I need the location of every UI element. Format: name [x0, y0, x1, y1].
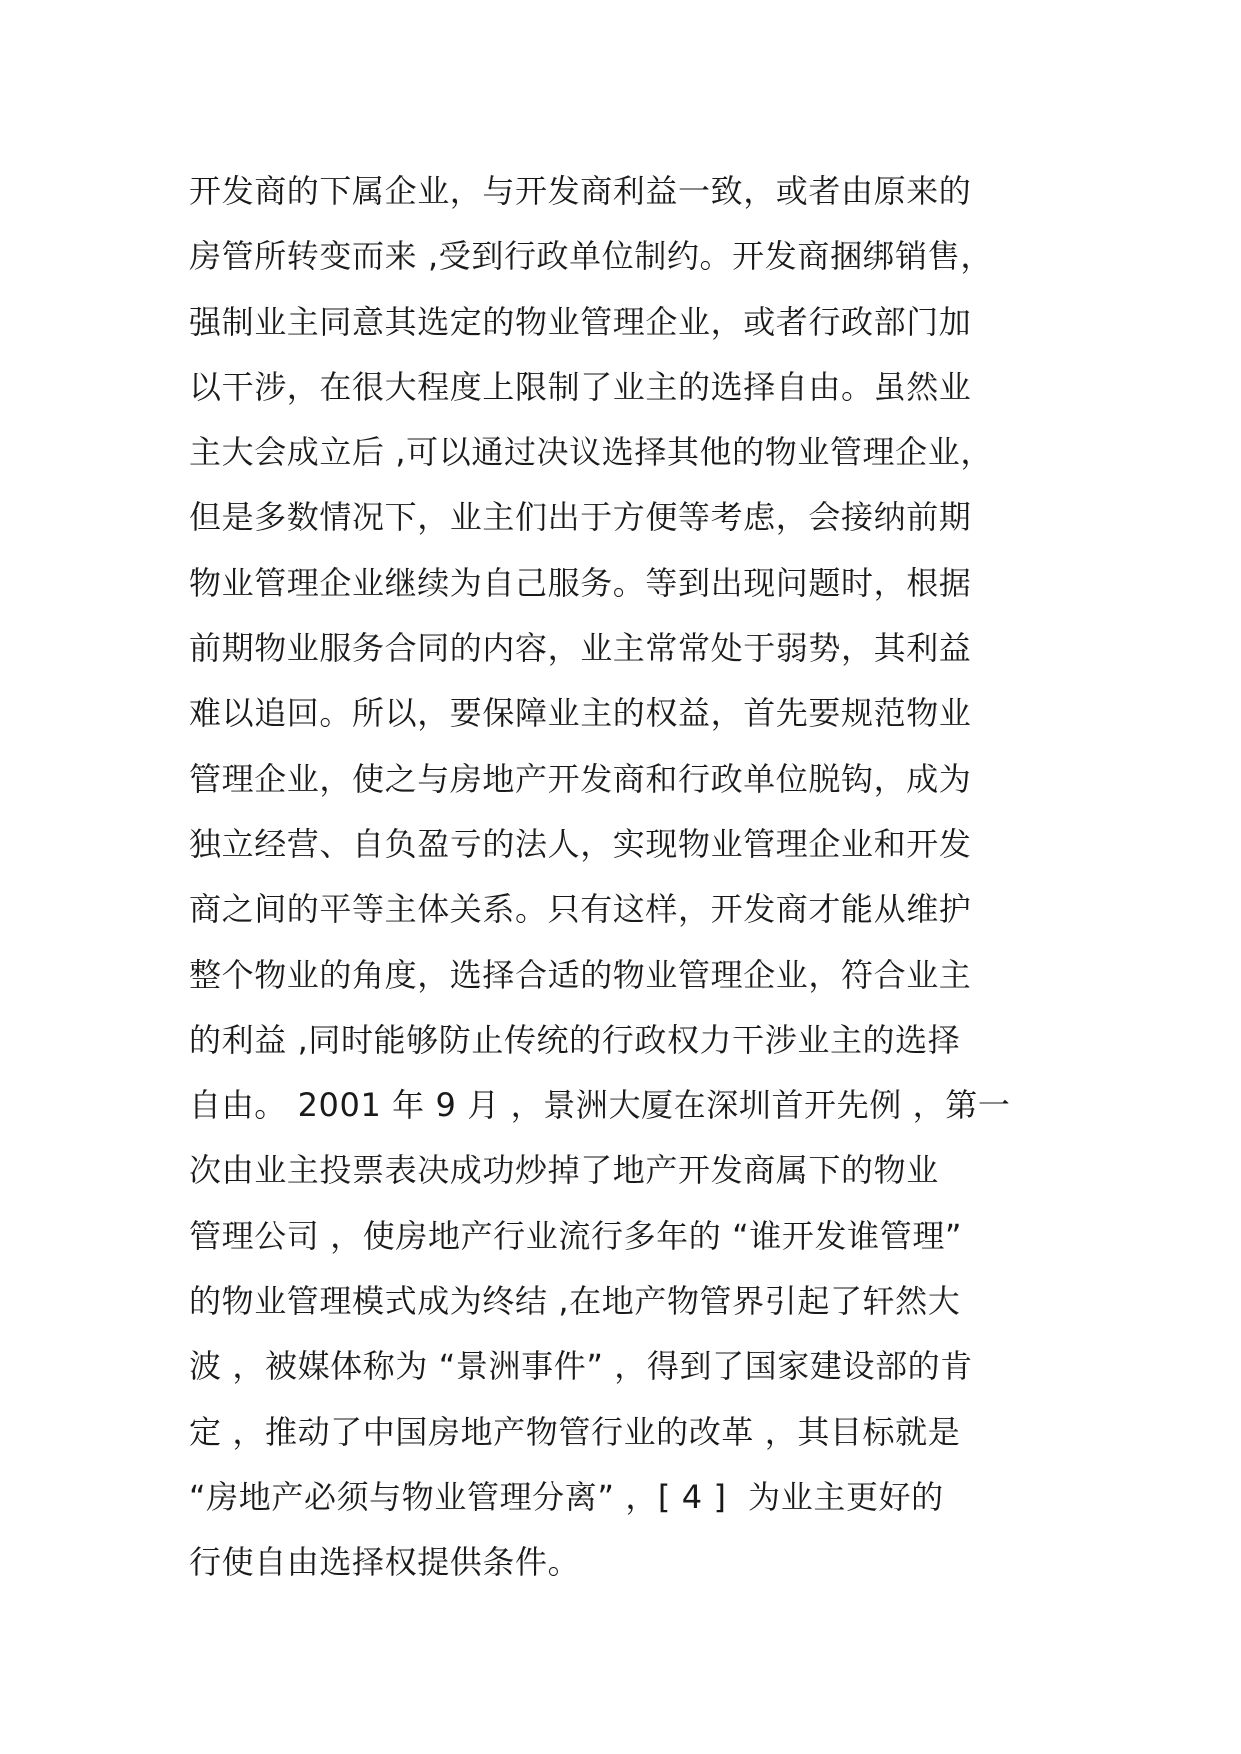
text-line-21: “房地产必须与物业管理分离” ，[ 4 ] 为业主更好的 [189, 1477, 944, 1516]
text-line-17: 管理公司 ，使房地产行业流行多年的 “谁开发谁管理” [189, 1216, 963, 1255]
text-line-1: 开发商的下属企业，与开发商利益一致，或者由原来的 [189, 172, 972, 210]
text-line-16: 次由业主投票表决成功炒掉了地产开发商属下的物业 [189, 1151, 939, 1190]
text-line-13: 整个物业的角度，选择合适的物业管理企业，符合业主 [189, 955, 972, 994]
text-line-12: 商之间的平等主体关系。只有这样，开发商才能从维护 [189, 890, 972, 929]
text-line-11: 独立经营、自负盈亏的法人，实现物业管理企业和开发 [189, 824, 972, 863]
text-line-18: 的物业管理模式成为终结 ,在地产物管界引起了轩然大 [189, 1282, 961, 1321]
text-line-14: 的利益 ,同时能够防止传统的行政权力干涉业主的选择 [189, 1020, 961, 1059]
text-line-10: 管理企业，使之与房地产开发商和行政单位脱钩，成为 [189, 759, 972, 798]
text-line-19: 波 ，被媒体称为 “景洲事件” ，得到了国家建设部的肯 [189, 1347, 973, 1386]
text-line-9: 难以追回。所以，要保障业主的权益，首先要规范物业 [189, 694, 972, 733]
text-line-20: 定 ，推动了中国房地产物管行业的改革 ，其目标就是 [189, 1412, 961, 1451]
text-line-3: 强制业主同意其选定的物业管理企业，或者行政部门加 [189, 302, 972, 341]
text-line-22: 行使自由选择权提供条件。 [189, 1543, 581, 1582]
text-line-2: 房管所转变而来 ,受到行政单位制约。开发商捆绑销售， [189, 237, 993, 276]
text-line-5: 主大会成立后 ,可以通过决议选择其他的物业管理企业， [189, 433, 993, 472]
body-paragraph [189, 159, 1089, 1596]
text-line-4: 以干涉，在很大程度上限制了业主的选择自由。虽然业 [189, 367, 972, 406]
text-line-15: 自由。 2001 年 9 月 ，景洲大厦在深圳首开先例 ，第一 [189, 1086, 1011, 1125]
text-line-8: 前期物业服务合同的内容，业主常常处于弱势，其利益 [189, 629, 972, 668]
text-line-7: 物业管理企业继续为自己服务。等到出现问题时，根据 [189, 563, 972, 602]
text-line-6: 但是多数情况下，业主们出于方便等考虑，会接纳前期 [189, 498, 972, 537]
